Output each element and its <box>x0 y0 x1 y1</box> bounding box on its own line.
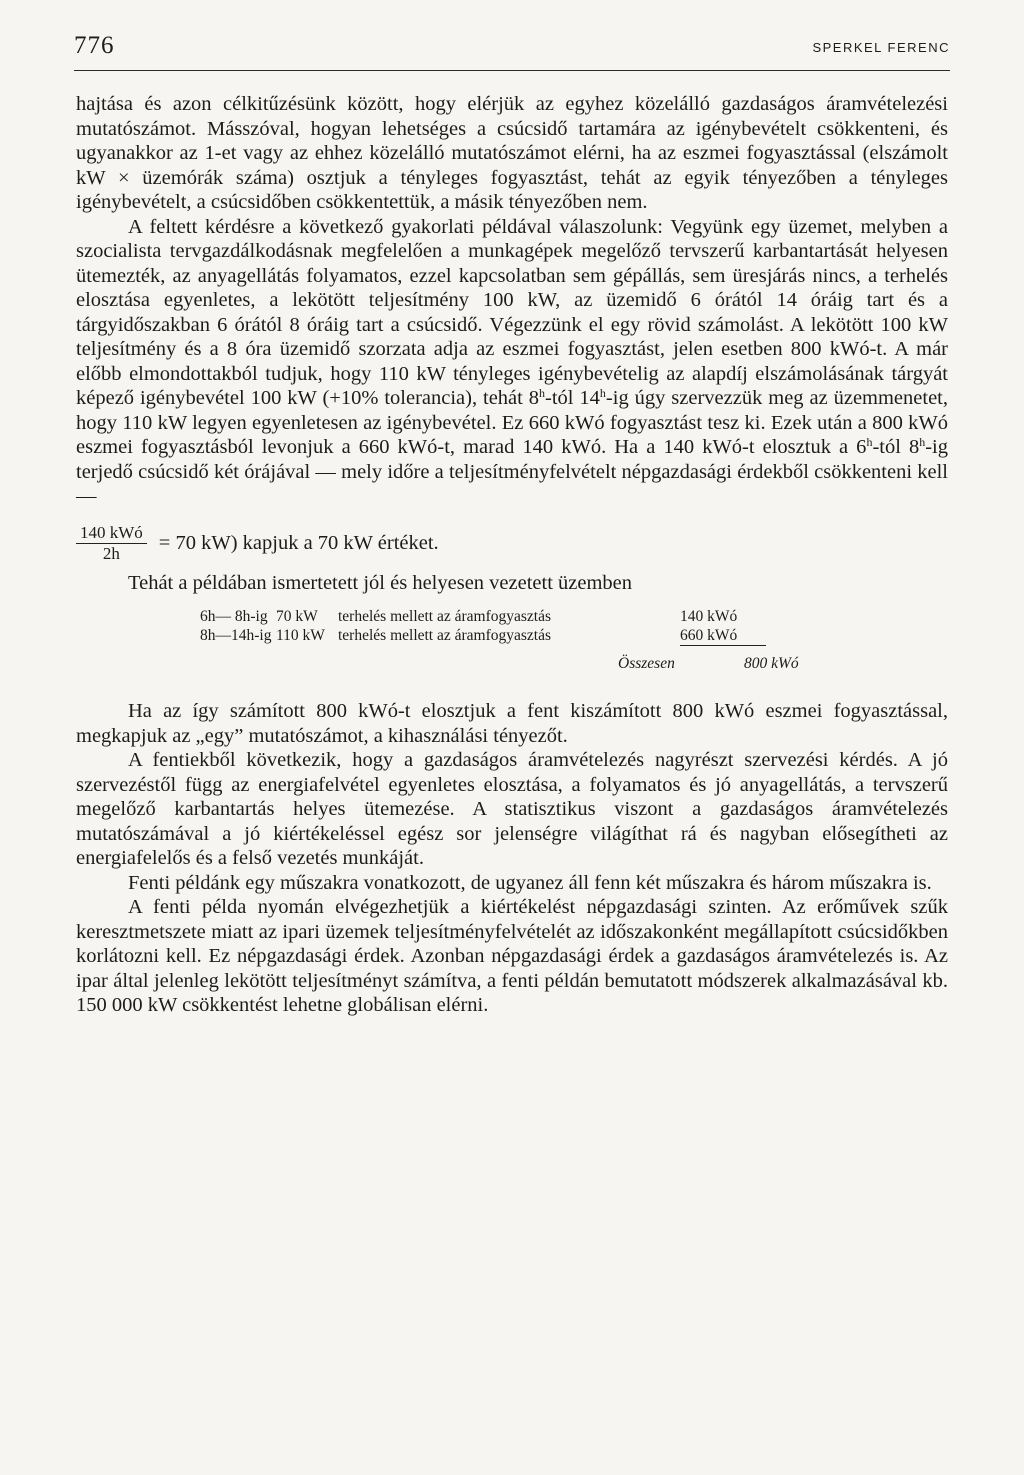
superscript: h <box>599 386 606 400</box>
total-label: Összesen <box>618 655 675 672</box>
paragraph-text: -tól 8 <box>872 436 920 458</box>
page-number: 776 <box>74 32 115 59</box>
consumption-value: 660 kWó <box>680 626 766 646</box>
consumption-table <box>200 607 948 673</box>
paragraph: Tehát a példában ismertetett jól és helyesen vezetett üzemben <box>128 571 633 594</box>
running-head: SPERKEL FERENC <box>812 40 950 55</box>
paragraph-text: -ig terjedő csúcsidő két órájával — mely időre a teljesítményfelvételt népgazdasági érdekből csökkenteni kell — <box>76 436 949 507</box>
consumption-value: 140 kWó <box>680 608 738 625</box>
paragraph-text: A feltett kérdésre a következő gyakorlati példával válaszolunk: Vegyünk egy üzemet, melyben a szocialista tervgazdálkodásnak megfelelően a munkagépek megelőző tervszerű karbantartását helyesen ütemezték, az anyagellátás folyamatos, ezzel kapcsolatban sem gépállás, sem üresjárás nincs, a terhelés elosztása egyenletes, a lekötött teljesítmény 100 kW, az üzemidő 6 órától 14 óráig tart és a tárgyidőszakban 6 órától 8 óráig tart a csúcsidő. Végezzünk el egy rövid számolást. A lekötött 100 kW teljesítmény és a 8 óra üzemidő szorzata adja az eszmei fogyasztást, jelen esetben 800 kWó-t. A már előbb elmondottakból tudjuk, hogy 110 kW tényleges igénybevételig az alapdíj elszámolásának tárgyát képező igénybevétel 100 kW (+10% tolerancia), tehát 8 <box>76 215 948 409</box>
paragraph: Ha az így számított 800 kWó-t elosztjuk a fent kiszámított 800 kWó eszmei fogyasztással, megkapjuk az „egy” mutatószámot, a kihasználási tényezőt. <box>76 700 948 747</box>
paragraph: hajtása és azon célkitűzésünk között, hogy elérjük az egyhez közelálló gazdaságos áramvételezési mutatószámot. Másszóval, hogyan lehetséges a csúcsidő tartamára az igénybevételt csökkenteni, és ugyanakkor az 1-et vagy az ehhez közelálló mutatószámot elérni, ha az eszmei fogyasztással (elszámolt kW × üzemórák száma) osztjuk a tényleges fogyasztást, tehát az egyik tényezőben a tényleges igénybevételt, a csúcsidőben csökkentettük, a másik tényezőben nem. <box>76 93 948 213</box>
table-row <box>200 607 948 626</box>
page-body <box>76 92 948 1018</box>
fraction-numerator: 140 kWó <box>76 523 147 544</box>
paragraph <box>76 215 948 509</box>
page-header <box>74 30 950 71</box>
superscript: h <box>866 435 873 449</box>
superscript: h <box>919 435 926 449</box>
total-row <box>200 654 948 673</box>
time-range: 6h— 8h-ig <box>200 608 268 625</box>
fraction <box>76 523 147 564</box>
table-row <box>200 626 948 646</box>
paragraph-text: -tól 14 <box>545 387 600 409</box>
paragraph-text: -ig úgy szervezzük meg az üzemmenetet, hogy 110 kW legyen egyenletesen az igénybevétel. Ez 660 kWó fogyasztást tesz ki. Ezek után a 800 kWó eszmei fogyasztásból levonjuk a 660 kWó-t, marad 140 kWó. Ha a 140 kWó-t elosztuk a 6 <box>76 387 948 458</box>
paragraph: Fenti példánk egy műszakra vonatkozott, de ugyanez áll fenn két műszakra és három műszakra is. <box>128 871 932 894</box>
paragraph: A fenti példa nyomán elvégezhetjük a kiértékelést népgazdasági szinten. Az erőművek szűk keresztmetszete miatt az ipari üzemek teljesítményfelvételét az időszakonként megállapított csúcsidőkben korlátozni kell. Ez népgazdasági érdek. Azonban népgazdasági érdek a gazdaságos áramvételezés is. Az ipar által jelenleg lekötött teljesítményt számítva, a fenti példán bemutatott módszerek alkalmazásával kb. 150 000 kW csökkentést lehetne globálisan elérni. <box>76 896 948 1016</box>
time-range: 8h—14h-ig <box>200 627 272 644</box>
load-value: 110 kW <box>276 627 325 644</box>
row-text: terhelés mellett az áramfogyasztás <box>338 627 552 644</box>
paragraph: A fentiekből következik, hogy a gazdaságos áramvételezés nagyrészt szervezési kérdés. A jó szervezéstől függ az energiafelvétel egyenletes elosztása, a folyamatos és jó anyagellátás, a tervszerű megelőző karbantartás helyes ütemezése. A statisztikus viszont a gazdaságos áramvételezés mutatószámával a jó kiértékeléssel egész sor jelenségre világíthat rá és nagyban elősegítheti az energiafelelős és a felső vezetés munkáját. <box>76 749 948 869</box>
fraction-denominator: 2h <box>102 544 120 563</box>
total-value: 800 kWó <box>744 655 799 672</box>
superscript: h <box>539 386 546 400</box>
load-value: 70 kW <box>276 608 318 625</box>
closing-section <box>76 699 948 1018</box>
row-text: terhelés mellett az áramfogyasztás <box>338 608 552 625</box>
fraction-equation <box>76 517 948 571</box>
fraction-result: = 70 kW) kapjuk a 70 kW értéket. <box>158 532 439 555</box>
